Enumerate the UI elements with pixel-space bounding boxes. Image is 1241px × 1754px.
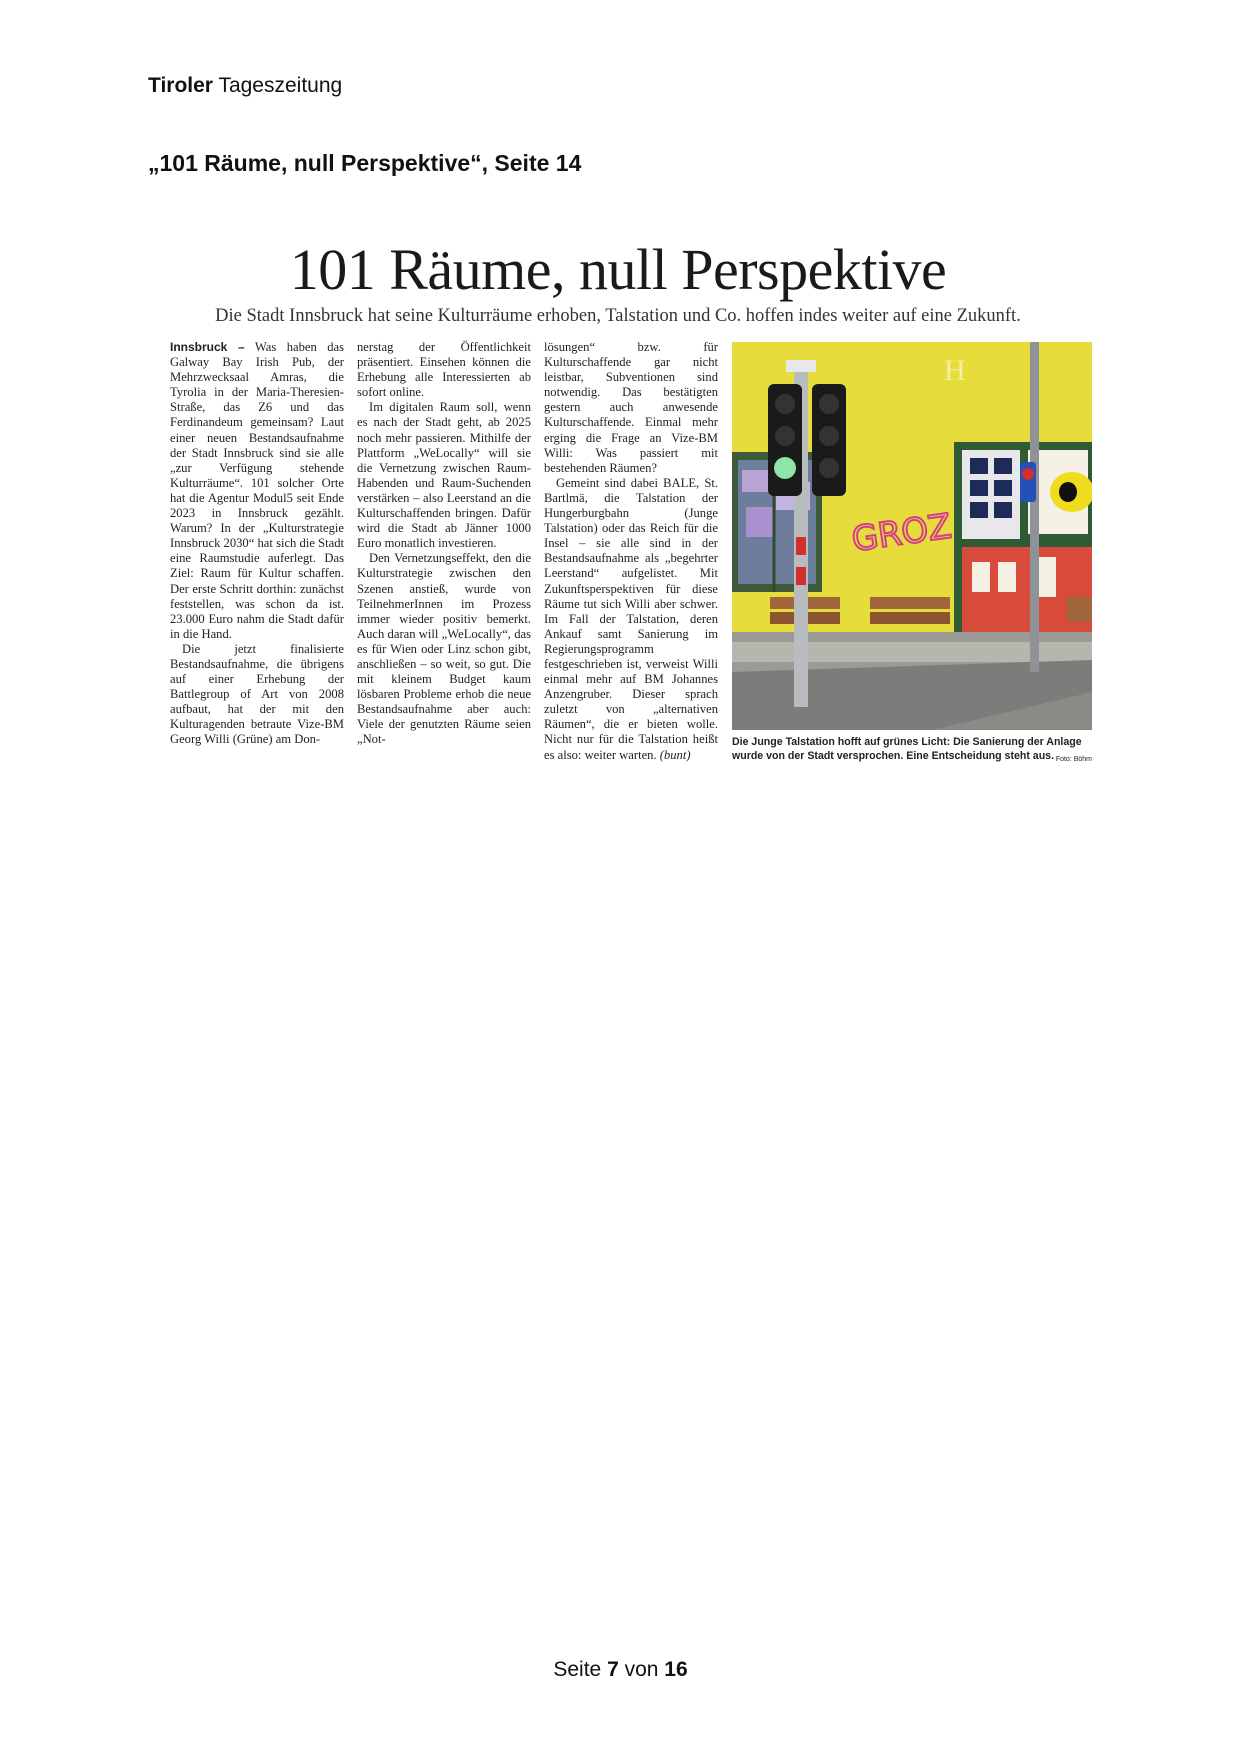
column-2-paragraph-3: Den Vernetzungseffekt, den die Kulturstrategie zwischen den Szenen anstieß, wurde von TeilnehmerInnen im Prozess immer wieder positiv bemerkt. Auch daran will „WeLocally“, das es für Wien oder Linz schon gibt, anschließen – so weit, so gut. Die mit kleinem Budget kaum lösbaren Probleme erhob die neue Bestandsaufnahme aber auch: Viele der genutzten Räume seien „Not-	[357, 551, 531, 747]
article-reference: „101 Räume, null Perspektive“, Seite 14	[148, 150, 582, 176]
article-column-3	[544, 340, 718, 763]
publication-name	[148, 74, 342, 98]
total-pages: 16	[664, 1658, 688, 1681]
current-page-number: 7	[607, 1658, 619, 1681]
column-3-paragraph-1: lösungen“ bzw. für Kulturschaffende gar nicht leistbar, Subventionen sind notwendig. Das bestätigten gestern auch anwesende Kulturschaffende. Einmal mehr erging die Frage an Vize-BM Willi: Was passiert mit bestehenden Räumen?	[544, 340, 718, 475]
article-photo	[732, 342, 1092, 730]
column-1-paragraph-1: Innsbruck – Was haben das Galway Bay Irish Pub, der Mehrzwecksaal Amras, die Tyrolia in der Maria-Theresien-Straße, das Z6 und das Ferdinandeum gemeinsam? Laut einer neuen Bestandsaufnahme der Stadt Innsbruck sind sie alle „zur Verfügung stehende Kulturräume“. 101 solcher Orte hat die Agentur Modul5 seit Ende 2023 in Innsbruck gezählt. Warum? In der „Kulturstrategie Innsbruck 2030“ hat sich die Stadt eine Raumstudie auferlegt. Das Ziel: Raum für Kultur schaffen. Der erste Schritt dorthin: zunächst feststellen, was schon da ist. 23.000 Euro nahm die Stadt dafür in die Hand.	[170, 340, 344, 641]
dateline: Innsbruck –	[170, 340, 245, 354]
column-2-paragraph-2: Im digitalen Raum soll, wenn es nach der Stadt geht, ab 2025 noch mehr passieren. Mithilfe der Plattform „WeLocally“ will sie die Vernetzung zwischen Raum-Habenden und Raum-Suchenden verstärken – also Leerstand an die Kulturschaffenden bringen. Dafür wird die Stadt ab Jänner 1000 Euro monatlich investieren.	[357, 400, 531, 551]
street-pole	[1030, 342, 1039, 672]
column-3-paragraph-2: Gemeint sind dabei BALE, St. Bartlmä, die Talstation der Hungerburgbahn (Junge Talstation) oder das Reich für die Insel – sie alle sind in der Bestandsaufnahme als „begehrter Leerstand“ aufgelistet. Mit Zukunftsperspektiven für diese Räume tut sich Willi aber schwer. Im Fall der Talstation, deren Ankauf samt Sanierung im Regierungsprogramm festgeschrieben ist, verweist Willi einmal mehr auf BM Johannes Anzengruber. Dieser sprach zuletzt von „alternativen Räumen“, die er bieten wolle. Nicht nur für die Talstation heißt es also: weiter warten. (bunt)	[544, 475, 718, 762]
column-1-paragraph-2: Die jetzt finalisierte Bestandsaufnahme, die übrigens auf einer Erhebung der Battlegroup of Art von 2008 aufbaut, hat der mit den Kulturagenden betraute Vize-BM Georg Willi (Grüne) am Don-	[170, 641, 344, 747]
svg-text:H: H	[944, 354, 966, 387]
photo-credit: Foto: Böhm	[1055, 756, 1092, 763]
footer-prefix: Seite	[553, 1658, 602, 1681]
article-subhead: Die Stadt Innsbruck hat seine Kulturräume erhoben, Talstation und Co. hoffen indes weiter auf eine Zukunft.	[215, 306, 1021, 326]
author-signature: (bunt)	[659, 747, 691, 762]
footer-middle: von	[624, 1658, 659, 1681]
bench-middle	[870, 597, 950, 609]
publication-name-bold: Tiroler	[148, 74, 213, 97]
article-column-2	[357, 340, 531, 748]
article-headline: 101 Räume, null Perspektive	[289, 237, 947, 302]
traffic-light-photo	[732, 342, 1092, 730]
article-column-1	[170, 340, 344, 748]
photo-caption: Die Junge Talstation hofft auf grünes Licht: Die Sanierung der Anlage wurde von der Stadt versprochen. Eine Entscheidung steht aus. Foto: Böhm	[732, 735, 1092, 767]
page-footer	[0, 1658, 1241, 1682]
svg-text:GROZ: GROZ	[849, 506, 954, 560]
column-2-paragraph-1: nerstag der Öffentlichkeit präsentiert. Einsehen können die Erhebung alle Interessierten ab sofort online.	[357, 340, 531, 400]
publication-name-rest: Tageszeitung	[218, 74, 343, 97]
